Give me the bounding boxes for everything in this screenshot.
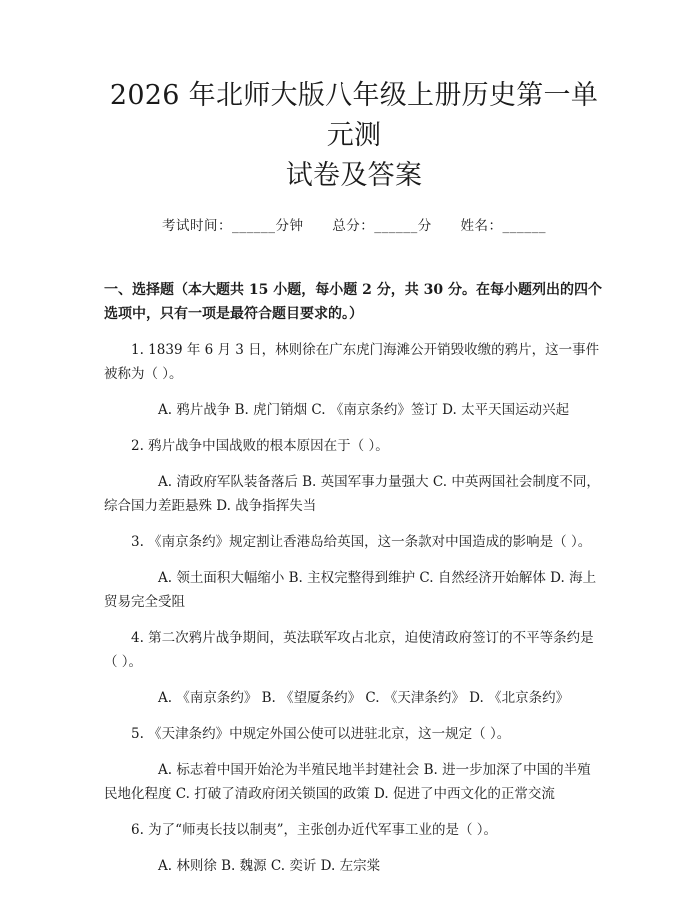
- question-options: A. 标志着中国开始沦为半殖民地半封建社会 B. 进一步加深了中国的半殖民地化程度 C. 打破了清政府闭关锁国的政策 D. 促进了中西文化的正常交流: [104, 762, 591, 802]
- title-line-1: 2026 年北师大版八年级上册历史第一单元测: [109, 80, 599, 151]
- question-4: [104, 626, 604, 710]
- section-heading: 一、选择题（本大题共 15 小题，每小题 2 分，共 30 分。在每小题列出的四个选项中，只有一项是最符合题目要求的。）: [104, 282, 602, 322]
- page-title: [104, 76, 604, 196]
- question-stem: 3. 《南京条约》规定割让香港岛给英国，这一条款对中国造成的影响是（ ）。: [131, 534, 592, 550]
- question-2: [104, 434, 604, 518]
- question-options: A. 鸦片战争 B. 虎门销烟 C. 《南京条约》签订 D. 太平天国运动兴起: [158, 402, 570, 418]
- exam-info-line: 考试时间：______分钟 总分：______分 姓名：______: [162, 218, 546, 234]
- question-stem: 6. 为了“师夷长技以制夷”，主张创办近代军事工业的是（ ）。: [131, 822, 498, 838]
- question-options: A. 领土面积大幅缩小 B. 主权完整得到维护 C. 自然经济开始解体 D. 海上贸易完全受阻: [104, 570, 597, 610]
- question-1: [104, 338, 604, 422]
- question-6: [104, 818, 604, 878]
- question-stem: 4. 第二次鸦片战争期间，英法联军攻占北京，迫使清政府签订的不平等条约是（ ）。: [104, 630, 594, 670]
- question-options: A. 林则徐 B. 魏源 C. 奕䜣 D. 左宗棠: [158, 858, 381, 874]
- question-options: A. 清政府军队装备落后 B. 英国军事力量强大 C. 中英两国社会制度不同，综合国力差距悬殊 D. 战争指挥失当: [104, 474, 600, 514]
- question-stem: 1. 1839 年 6 月 3 日，林则徐在广东虎门海滩公开销毁收缴的鸦片，这一事件被称为（ ）。: [104, 342, 600, 382]
- question-options: A. 《南京条约》 B. 《望厦条约》 C. 《天津条约》 D. 《北京条约》: [158, 690, 570, 706]
- question-stem: 5. 《天津条约》中规定外国公使可以进驻北京，这一规定（ ）。: [131, 726, 511, 742]
- question-3: [104, 530, 604, 614]
- title-line-2: 试卷及答案: [285, 160, 423, 191]
- question-stem: 2. 鸦片战争中国战败的根本原因在于（ ）。: [131, 438, 389, 454]
- question-5: [104, 722, 604, 806]
